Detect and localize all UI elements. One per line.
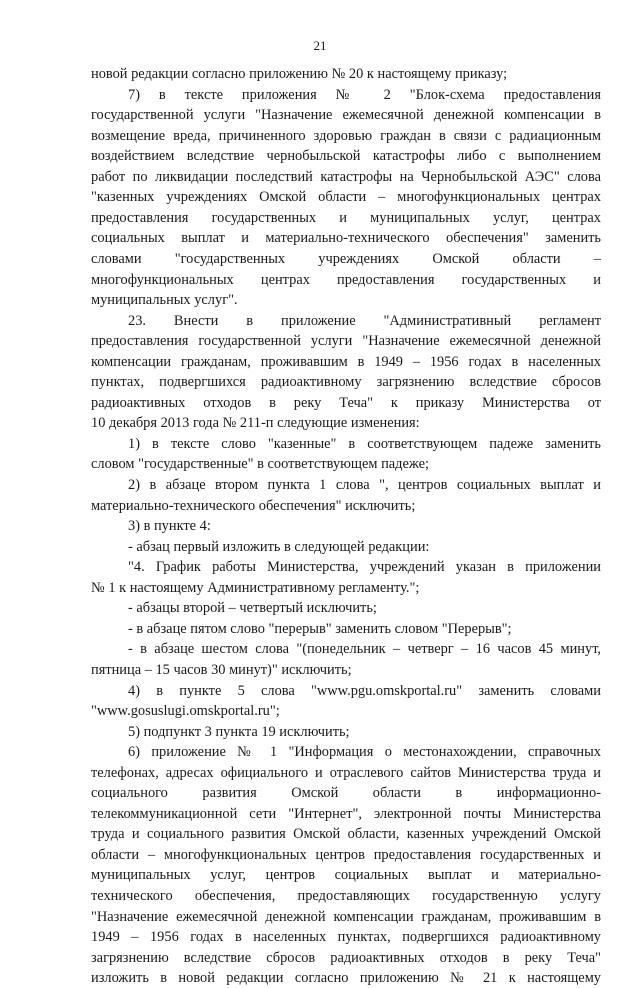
text-line: муниципальных услуг, центров социальных выплат и материально- [91,867,601,884]
text-line: 6) приложение № 1 "Информация о местонахождении, справочных [128,744,601,761]
text-line: 10 декабря 2013 года № 211-п следующие изменения: [91,415,420,432]
text-line: пунктах, подвергшихся радиоактивному загрязнению вследствие сбросов [91,374,601,391]
text-line: 4) в пункте 5 слова "www.pgu.omskportal.ru" заменить словами [128,682,601,699]
text-line: предоставления государственных и муниципальных услуг, центрах [91,209,601,226]
text-line: - в абзаце пятом слово "перерыв" заменить словом "Перерыв"; [128,620,512,637]
text-line: телефонах, адресах официального и отраслевого сайтов Министерства труда и [91,764,601,781]
text-line: 2) в абзаце втором пункта 1 слова ", центров социальных выплат и [128,477,601,493]
text-line: области – многофункциональных центров предоставления государственных и [91,846,601,863]
text-line: пятница – 15 часов 30 минут)" исключить; [91,661,352,678]
text-line: компенсации гражданам, проживавшим в 1949 – 1956 годах в населенных [91,353,601,370]
text-line: муниципальных услуг". [91,292,238,309]
text-line: - в абзаце шестом слова "(понедельник – четверг – 16 часов 45 минут, [128,641,601,658]
text-line: 1949 – 1956 годах в населенных пунктах, подвергшихся радиоактивному [91,929,601,946]
text-line: - абзац первый изложить в следующей редакции: [128,538,430,555]
text-line: предоставления государственной услуги "Назначение ежемесячной денежной [91,333,601,350]
text-line: многофункциональных центрах предоставления государственных и [91,271,601,288]
text-line: загрязнению вследствие сбросов радиоактивных отходов в реку Теча" [91,949,601,966]
text-line: возмещение вреда, причиненного здоровью граждан в связи с радиационным [91,127,601,144]
text-line: - абзацы второй – четвертый исключить; [128,600,377,617]
text-line: словом "государственные" в соответствующем падеже; [91,456,430,473]
text-line: государственной услуги "Назначение ежемесячной денежной компенсации в [91,107,601,124]
text-line: социального развития Омской области в информационно- [91,785,601,802]
text-line: социальных выплат и материально-технического обеспечения" заменить [91,230,601,247]
text-line: "www.gosuslugi.omskportal.ru"; [91,703,280,720]
text-line: "4. График работы Министерства, учреждений указан в приложении [128,559,601,576]
text-line: 7) в тексте приложения № 2 "Блок-схема предоставления [128,86,601,103]
text-line: работ по ликвидации последствий катастрофы на Чернобыльской АЭС" слова [91,168,601,185]
text-line: "Назначение ежемесячной денежной компенсации гражданам, проживавшим в [91,908,601,925]
text-line: материально-технического обеспечения" исключить; [91,497,416,514]
text-line: радиоактивных отходов в реку Теча" к приказу Министерства от [91,394,601,411]
text-line: новой редакции согласно приложению № 20 к настоящему приказу; [91,66,508,82]
text-line: "казенных учреждениях Омской области – многофункциональных центрах [91,189,601,206]
text-line: 23. Внести в приложение "Административный регламент [128,312,601,329]
text-line: изложить в новой редакции согласно приложению № 21 к настоящему [91,970,601,987]
text-line: воздействием вследствие чернобыльской катастрофы либо с выполнением [91,148,601,165]
text-line: словами "государственных учреждениях Омской области – [91,250,601,267]
text-line: 3) в пункте 4: [128,518,211,535]
text-line: 1) в тексте слово "казенные" в соответствующем падеже заменить [128,435,601,452]
text-line: № 1 к настоящему Административному регламенту."; [91,579,420,596]
text-line: труда и социального развития Омской области, казенных учреждений Омской [91,826,601,843]
page-number: 21 [313,38,327,53]
text-line: 5) подпункт 3 пункта 19 исключить; [128,723,350,740]
text-line: технического обеспечения, предоставляющих государственную услугу [91,888,601,904]
text-line: телекоммуникационной сети "Интернет", электронной почты Министерства [91,805,601,822]
